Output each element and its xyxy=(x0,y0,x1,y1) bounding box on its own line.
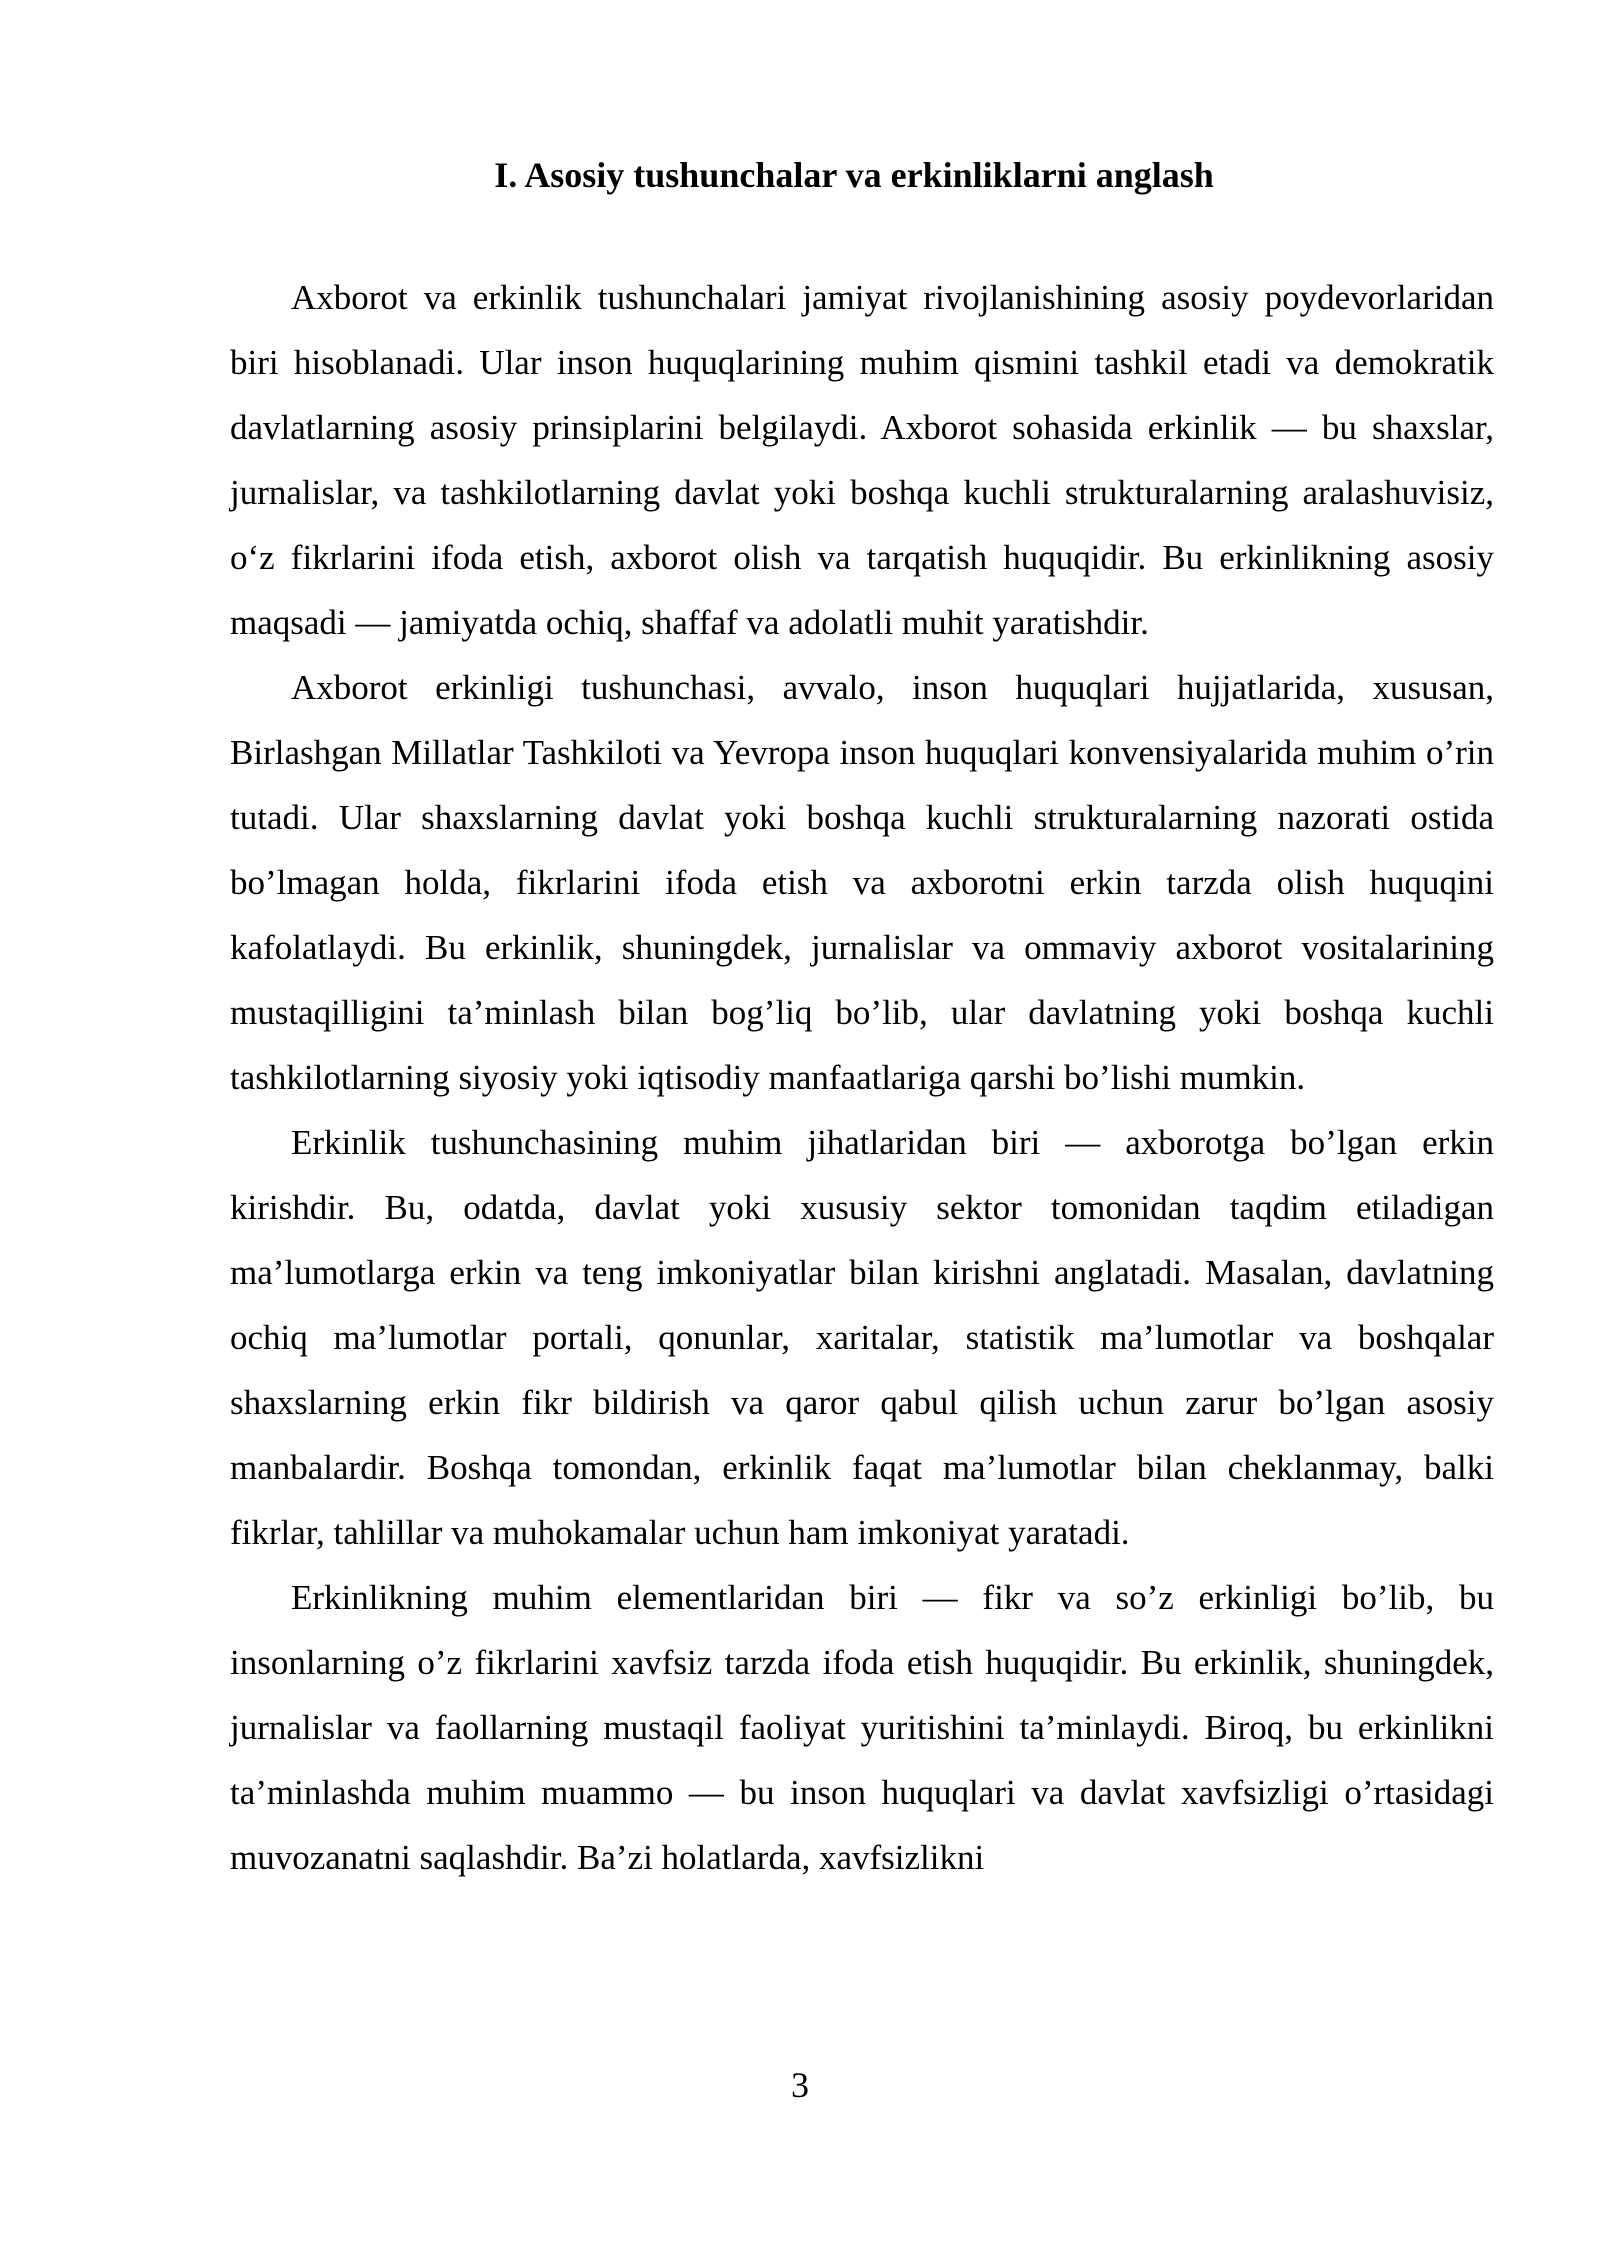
paragraph-3: Erkinlik tushunchasining muhim jihatlaridan biri — axborotga bo’lgan erkin kirishdir. Bu, odatda, davlat yoki xususiy sektor tomonidan taqdim etiladigan ma’lumotlarga erkin va teng imkoniyatlar bilan kirishni anglatadi. Masalan, davlatning ochiq ma’lumotlar portali, qonunlar, xaritalar, statistik ma’lumotlar va boshqalar shaxslarning erkin fikr bildirish va qaror qabul qilish uchun zarur bo’lgan asosiy manbalardir. Boshqa tomondan, erkinlik faqat ma’lumotlar bilan cheklanmay, balki fikrlar, tahlillar va muhokamalar uchun ham imkoniyat yaratadi. xyxy=(230,1123,1494,1552)
paragraph-1: Axborot va erkinlik tushunchalari jamiyat rivojlanishining asosiy poydevorlaridan biri hisoblanadi. Ular inson huquqlarining muhim qismini tashkil etadi va demokratik davlatlarning asosiy prinsiplarini belgilaydi. Axborot sohasida erkinlik — bu shaxslar, jurnalislar, va tashkilotlarning davlat yoki boshqa kuchli strukturalarning aralashuvisiz, o‘z fikrlarini ifoda etish, axborot olish va tarqatish huquqidir. Bu erkinlikning asosiy maqsadi — jamiyatda ochiq, shaffaf va adolatli muhit yaratishdir. xyxy=(230,278,1494,642)
paragraph-4: Erkinlikning muhim elementlaridan biri — fikr va so’z erkinligi bo’lib, bu insonlarning o’z fikrlarini xavfsiz tarzda ifoda etish huquqidir. Bu erkinlik, shuningdek, jurnalislar va faollarning mustaqil faoliyat yuritishini ta’minlaydi. Biroq, bu erkinlikni ta’minlashda muhim muammo — bu inson huquqlari va davlat xavfsizligi o’rtasidagi muvozanatni saqlashdir. Ba’zi holatlarda, xavfsizlikni xyxy=(230,1578,1494,1877)
page-number: 3 xyxy=(791,2065,809,2105)
paragraph-2: Axborot erkinligi tushunchasi, avvalo, inson huquqlari hujjatlarida, xususan, Birlashgan Millatlar Tashkiloti va Yevropa inson huquqlari konvensiyalarida muhim o’rin tutadi. Ular shaxslarning davlat yoki boshqa kuchli strukturalarning nazorati ostida bo’lmagan holda, fikrlarini ifoda etish va axborotni erkin tarzda olish huquqini kafolatlaydi. Bu erkinlik, shuningdek, jurnalislar va ommaviy axborot vositalarining mustaqilligini ta’minlash bilan bog’liq bo’lib, ular davlatning yoki boshqa kuchli tashkilotlarning siyosiy yoki iqtisodiy manfaatlariga qarshi bo’lishi mumkin. xyxy=(230,668,1494,1097)
section-heading: I. Asosiy tushunchalar va erkinliklarni anglash xyxy=(494,155,1214,195)
body-text xyxy=(230,265,1494,1890)
